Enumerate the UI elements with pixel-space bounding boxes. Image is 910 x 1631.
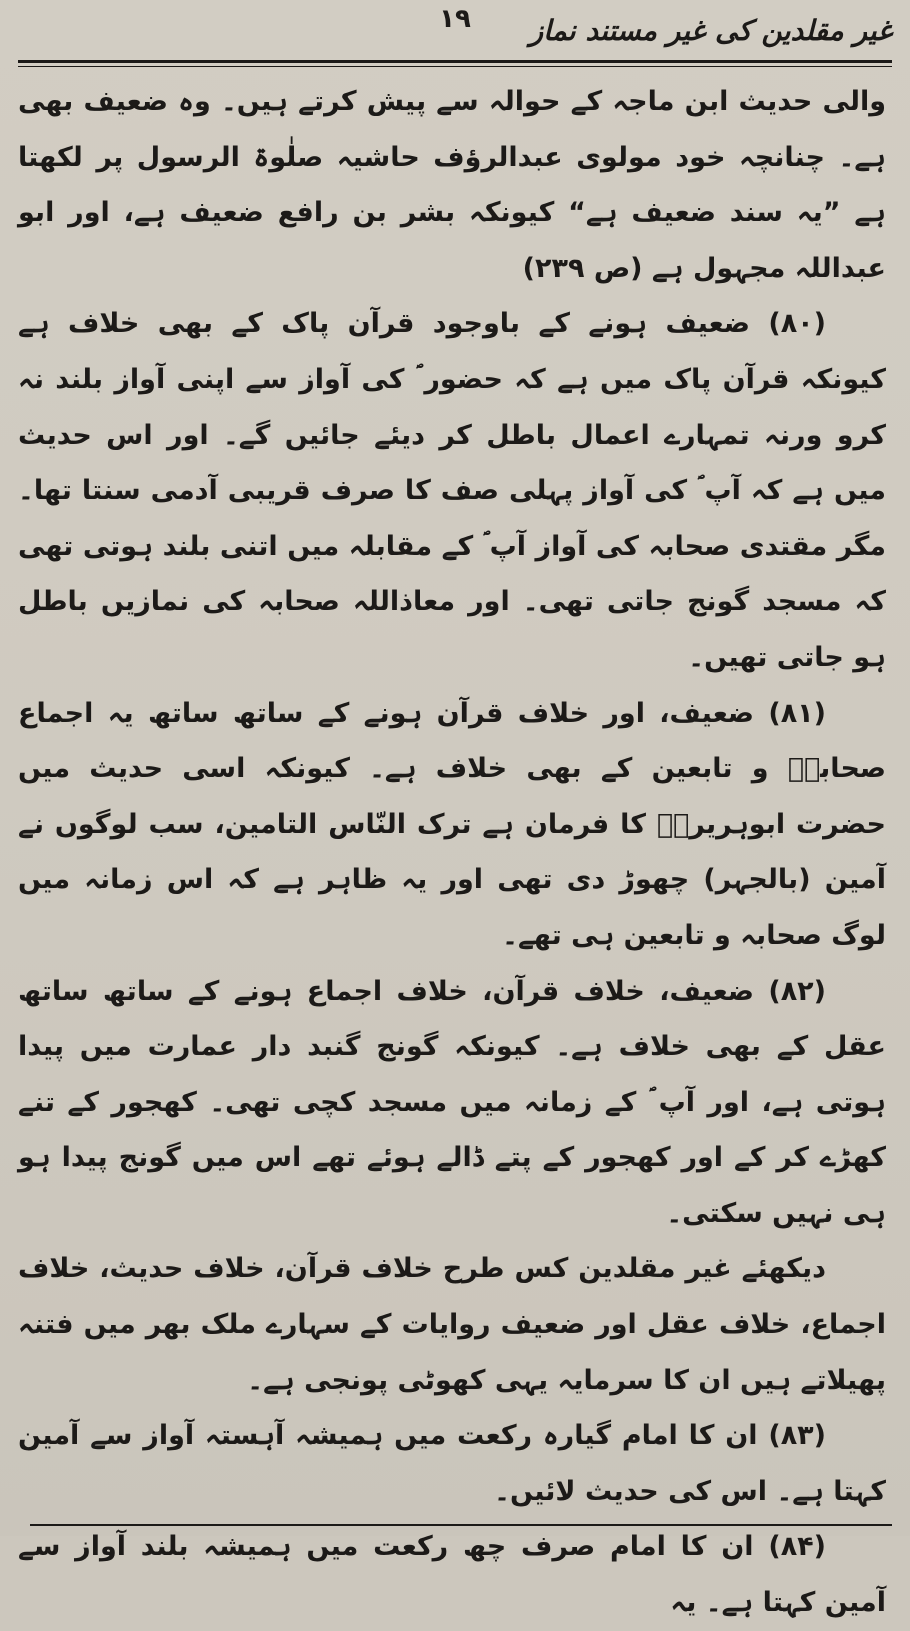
header-rule	[18, 60, 892, 63]
paragraph-81: (۸۱) ضعیف، اور خلاف قرآن ہونے کے ساتھ ساتھ یہ اجماع صحابہؓ و تابعین کے بھی خلاف ہے۔ کیونکہ اسی حدیث میں حضرت ابوہریرہؓ کا فرمان ہے ترک النّاس التامین، سب لوگوں نے آمین (بالجہر) چھوڑ دی تھی اور یہ ظاہر ہے کہ اس زمانہ میں لوگ صحابہ و تابعین ہی تھے۔	[18, 697, 886, 951]
body-text	[18, 74, 886, 1631]
running-title: غیر مقلدین کی غیر مستند نماز	[529, 14, 892, 47]
paragraph-82: (۸۲) ضعیف، خلاف قرآن، خلاف اجماع ہونے کے ساتھ ساتھ عقل کے بھی خلاف ہے۔ کیونکہ گونج گنبد دار عمارت میں پیدا ہوتی ہے، اور آپ ؐ کے زمانہ میں مسجد کچی تھی۔ کھجور کے تنے کھڑے کر کے اور کھجور کے پتے ڈالے ہوئے تھے اس میں گونج پیدا ہو ہی نہیں سکتی۔	[18, 975, 886, 1229]
paragraph-84: (۸۴) ان کا امام صرف چھ رکعت میں ہمیشہ بلند آواز سے آمین کہتا ہے۔ یہ	[18, 1531, 886, 1619]
paragraph-83: (۸۳) ان کا امام گیارہ رکعت میں ہمیشہ آہستہ آواز سے آمین کہتا ہے۔ اس کی حدیث لائیں۔	[18, 1420, 886, 1507]
paragraph-80: (۸۰) ضعیف ہونے کے باوجود قرآن پاک کے بھی خلاف ہے کیونکہ قرآن پاک میں ہے کہ حضور ؐ کی آواز سے اپنی آواز بلند نہ کرو ورنہ تمہارے اعمال باطل کر دیئے جائیں گے۔ اور اس حدیث میں ہے کہ آپ ؐ کی آواز پہلی صف کا صرف قریبی آدمی سنتا تھا۔ مگر مقتدی صحابہ کی آواز آپ ؐ کے مقابلہ میں اتنی بلند ہوتی تھی کہ مسجد گونج جاتی تھی۔ اور معاذاللہ صحابہ کی نمازیں باطل ہو جاتی تھیں۔	[18, 308, 887, 673]
page-number: ١٩	[439, 4, 471, 34]
footer-rule	[30, 1524, 892, 1526]
paragraph-summary: دیکھئے غیر مقلدین کس طرح خلاف قرآن، خلاف حدیث، خلاف اجماع، خلاف عقل اور ضعیف روایات کے سہارے ملک بھر میں فتنہ پھیلاتے ہیں ان کا سرمایہ یہی کھوٹی پونجی ہے۔	[18, 1253, 886, 1396]
paragraph-continued: والی حدیث ابن ماجہ کے حوالہ سے پیش کرتے ہیں۔ وہ ضعیف بھی ہے۔ چنانچہ خود مولوی عبدالرؤف حاشیہ صلٰوۃ الرسول پر لکھتا ہے ”یہ سند ضعیف ہے“ کیونکہ بشر بن رافع ضعیف ہے، اور ابو عبداللہ مجہول ہے (ص ۲۳۹)	[18, 86, 886, 284]
header-rule-thin	[18, 66, 892, 67]
page-header	[18, 0, 892, 58]
